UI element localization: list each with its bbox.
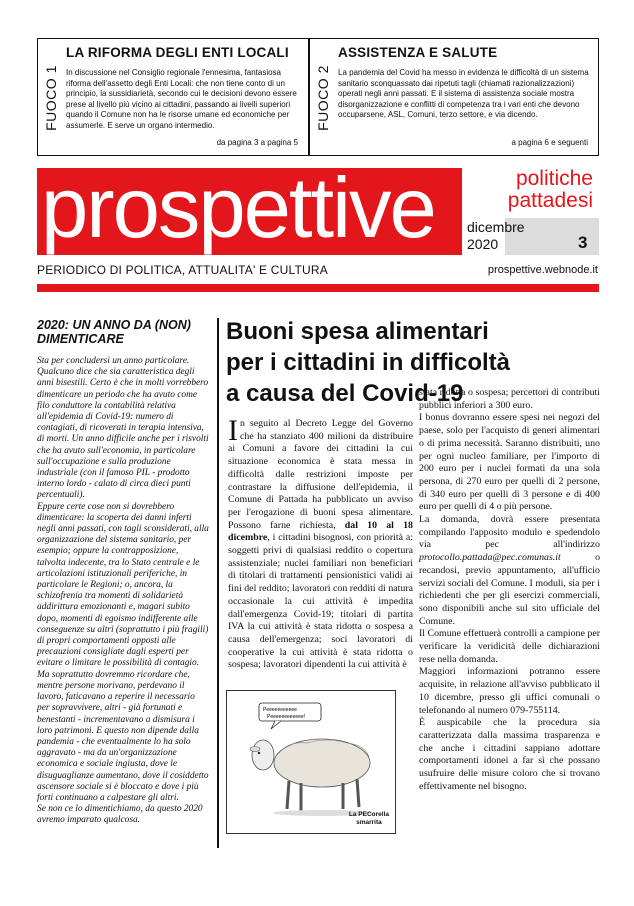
red-divider xyxy=(37,284,599,292)
issue-month: dicembre xyxy=(467,219,525,235)
sheep-eye xyxy=(258,752,260,754)
issue-number: 3 xyxy=(578,233,588,252)
editorial-title: 2020: UN ANNO DA (NON) DIMENTICARE xyxy=(37,318,191,346)
pec-email[interactable]: protocollo.pattada@pec.comunas.it xyxy=(419,552,561,564)
issue-year: 2020 xyxy=(467,236,499,252)
fuoco2-box xyxy=(309,38,599,156)
sheep-illustration xyxy=(226,690,396,834)
website-link[interactable]: prospettive.webnode.it xyxy=(487,264,598,276)
masthead-tagline: PERIODICO DI POLITICA, ATTUALITA' E CULTURA xyxy=(37,263,328,277)
article-paragraph: stata ridotta o sospesa; percettori di contributi pubblici inferiori a 300 euro. xyxy=(419,387,600,411)
headline-line-1: Buoni spesa alimentari xyxy=(226,318,489,345)
fuoco2-text: La pandemia del Covid ha messo in evidenza le difficoltà di un sistema sanitario sconquassato dai ripetuti tagli (chiamati razionalizzazioni) operati negli anni passati. E il sistema di assistenza sociale mostra disorganizzazione e conflitti di competenza tra i vari enti che devono occuparsene, ASL, Comuni, terzo settore, e via dicendo. xyxy=(338,68,589,119)
column-rule xyxy=(217,318,219,848)
editorial-paragraph: Eppure certe cose non si dovrebbero dimenticare: la scoperta dei danni inferti negli anni passati, con tagli sconsiderati, alla organizzazione del sistema sanitario, per esempio; oppure la contrapposizione, talvolta indecente, tra lo Stato centrale e le articolazioni istituzionali periferiche, in particolare le Regioni; o, ancora, la schizofrenia tra momenti di solidarietà addirittura emozionanti e, magari subito dopo, momenti di egoismo indifferente alle conseguenze su altri (soprattutto i più fragili) di propri comportamenti opposti alle precauzioni consigliate dagli esperti per evitare o limitare le possibilità di contagio. Ma soprattutto dovremmo ricordare che, mentre persone morivano, perdevano il lavoro, faticavano a reperire il necessario per sopravvivere, altri - già fortunati e benestanti - incrementavano a dismisura i loro patrimoni. E questo non dipende dalla pandemia - che eventualmente lo ha solo aggravato - ma da un'organizzazione economica e sociale ingiusta, dove le disuguaglianze aumentano, dove il cosiddetto ascensore sociale si è bloccato e dove i più forti continuano a calpestare gli altri. xyxy=(37,501,209,803)
article-paragraph: È auspicabile che la procedura sia caratterizzata dalla massima trasparenza e che anche i cittadini sappiano adottare comportamenti idonei a far sì che possano usufruire delle misure coloro che si trovano effettivamente nel bisogno. xyxy=(419,717,600,792)
fuoco2-label: FUOCO 2 xyxy=(315,65,331,131)
masthead-title: prospettive xyxy=(41,168,435,255)
article-column-2 xyxy=(419,387,600,794)
sheep-ear xyxy=(250,747,260,752)
article-paragraph: Il Comune effettuerà controlli a campione per verificare la veridicità delle dichiarazioni rese nella domanda. xyxy=(419,628,600,665)
masthead-subtitle xyxy=(462,168,599,218)
editorial-column xyxy=(37,318,209,827)
fuoco1-page-ref: da pagina 3 a pagina 5 xyxy=(216,138,298,147)
article-text: , i cittadini bisognosi, con priorità a: soggetti privi di qualsiasi reddito o copertura assistenziale; nuclei familiari non beneficiari di titolari di trattamenti pensionistici validi ai fini del reddito; lavoratori con redditi di natura occasionale la cui attività è impedita dall'emergenza Covid-19; titolari di partita IVA la cui attività è stata ridotta o sospesa a causa dell'emergenza; soci lavoratori di cooperative la cui attività è stata ridotta o sospesa; lavoratori dipendenti la cui attività è xyxy=(228,532,413,671)
image-caption: La PECorella smarrita xyxy=(348,811,389,826)
editorial-paragraph: Sta per concludersi un anno particolare. Qualcuno dice che sia caratteristica degli anni bisestili. Certo è che in molti vorrebbero dimenticare un periodo che ha avuto come filo conduttore la contabilità relativa all'epidemia di Covid-19: numero di contagiati, di ricoverati in terapia intensiva, di morti. Un anno difficile anche per i risvolti che ha avuto sull'economia, in particolare sull'occupazione e sulla produzione industriale (con il famoso PIL - prodotto interno lordo - calato di circa dieci punti percentuali). xyxy=(37,356,209,501)
masthead-banner xyxy=(37,168,462,255)
fuoco1-box xyxy=(37,38,309,156)
article-text: n seguito al Decreto Legge del Governo che ha stanziato 400 milioni da distribuire ai Comuni a favore dei cittadini la cui situazione economica è stata messa in difficoltà dalle restrizioni imposte per contrastare la diffusione dell'epidemia, il Comune di Pattada ha pubblicato un avviso per l'erogazione di buoni spesa alimentare. Possono farne richiesta, xyxy=(228,418,413,531)
headline-line-3: a causa del Covid-19 xyxy=(226,380,464,407)
fuoco2-title: ASSISTENZA E SALUTE xyxy=(338,45,498,60)
fuoco2-page-ref: a pagina 6 e seguenti xyxy=(511,138,588,147)
article-paragraph: Maggiori informazioni potranno essere acquisite, in relazione all'avviso pubblicato il 10 dicembre, presso gli uffici comunali o telefonando al numero 079-755114. xyxy=(419,666,600,716)
sheep-leg xyxy=(357,779,359,807)
speech-text-1: Peeeeeeeeeee xyxy=(263,707,297,713)
fuoco1-label: FUOCO 1 xyxy=(43,65,59,131)
editorial-paragraph: Se non ce lo dimentichiamo, da questo 2020 avremo imparato qualcosa. xyxy=(37,804,203,826)
sheep-leg xyxy=(287,781,289,809)
speech-bubble-tail xyxy=(271,721,281,729)
subtitle-line-2: pattadesi xyxy=(507,189,593,212)
sheep-head xyxy=(252,740,274,770)
subtitle-line-1: politiche xyxy=(515,167,593,190)
article-paragraph: La domanda, dovrà essere presentata compilando l'apposito modulo e spedendolo via pec all'indirizzo protocollo.pattada@pec.comunas.it o recandosi, previo appuntamento, all'ufficio servizi sociali del Comune. I moduli, sia per i richiedenti che per gli esercizi commerciali, sono disponibili anche sul sito ufficiale del Comune. xyxy=(419,514,600,627)
article-paragraph: I bonus dovranno essere spesi nei negozi del paese, solo per l'acquisto di generi alimentari o di prima necessità. Saranno distribuiti, uno per ogni nucleo familiare, per l'importo di 200 euro per i nuclei formati da una sola persona, di 270 euro per quelli di 2 persone, di 340 euro per quelli di 3 persone e di 400 euro per quelli di 4 o più persone. xyxy=(419,412,600,513)
article-date-range: dal 10 al 18 dicembre xyxy=(228,519,413,544)
fuoco1-title: LA RIFORMA DEGLI ENTI LOCALI xyxy=(66,45,289,60)
drop-cap: I xyxy=(228,414,238,447)
fuoco1-text: In discussione nel Consiglio regionale l'ennesima, fantasiosa riforma dell'assetto degli Enti Locali: che non tiene conto di un principio, la sussidiarietà, secondo cui le decisioni devono essere prese al livello più vicino ai cittadini, passando ai livelli superiori quando il Comune non ha le risorse umane ed economiche per assumerle. E serve un organo intermedio. xyxy=(66,68,297,130)
speech-text-2: Peeeeeeeeeeee! xyxy=(267,714,306,720)
article-column-1 xyxy=(228,414,413,672)
editorial-text xyxy=(37,356,209,827)
headline-line-2: per i cittadini in difficoltà xyxy=(226,349,511,376)
